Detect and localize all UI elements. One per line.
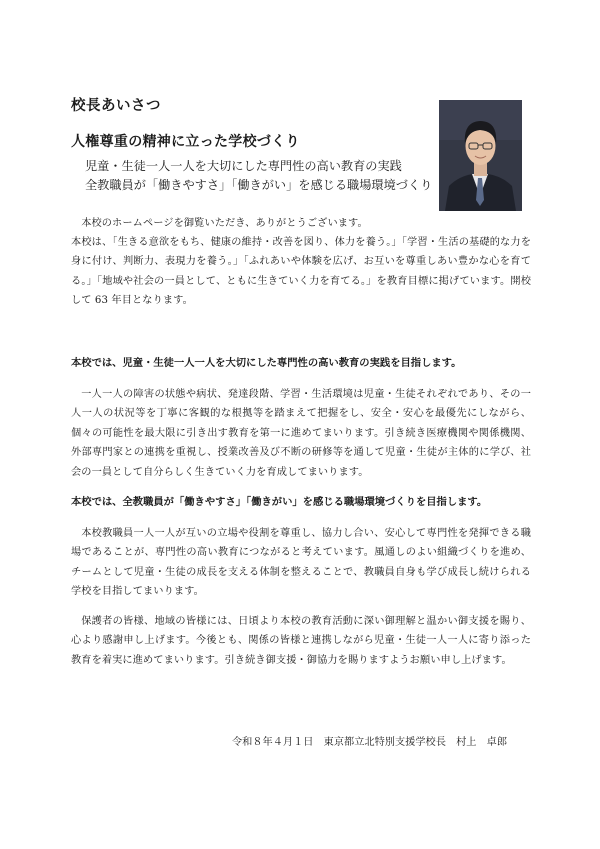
section2-body: 本校教職員一人一人が互いの立場や役割を尊重し、協力し合い、安心して専門性を発揮できる職場であることが、専門性の高い教育につながると考えています。風通しのよい組織づくりを進め、チームとして児童・生徒の成長を支える体制を整えることで、教職員自身も学び成長し続けられる学校を目指してまいります。 xyxy=(71,528,531,598)
intro-paragraph: 本校のホームページを御覧いただき、ありがとうございます。 xyxy=(81,218,368,229)
closing-paragraph: 保護者の皆様、地域の皆様には、日頃より本校の教育活動に深い御理解と温かい御支援を賜り、心より感謝申し上げます。今後とも、関係の皆様と連携しながら児童・生徒一人一人に寄り添った教育を着実に進めてまいります。引き続き御支援・御協力を賜りますようお願い申し上げます。 xyxy=(71,616,531,666)
principal-photo xyxy=(439,100,522,211)
section1-body: 一人一人の障害の状態や病状、発達段階、学習・生活環境は児童・生徒それぞれであり、その一人一人の状況等を丁寧に客観的な根拠等を踏まえて把握をし、安全・安心を最優先にしながら、個々の可能性を最大限に引き出す教育を第一に進めてまいります。引き続き医療機関や関係機関、外部専門家との連携を重視し、授業改善及び不断の研修等を通して児童・生徒が主体的に学び、社会の一員として自分らしく生きていく力を育成してまいります。 xyxy=(71,389,531,478)
motto-line: 全教職員が「働きやすさ」「働きがい」を感じる職場環境づくり xyxy=(85,178,433,192)
section2-title: 本校では、全教職員が「働きやすさ」「働きがい」を感じる職場環境づくりを目指します。 xyxy=(71,496,488,508)
subheading: 人権尊重の精神に立った学校づくり xyxy=(71,134,300,150)
principal-portrait-image xyxy=(439,100,522,211)
motto-line: 児童・生徒一人一人を大切にした専門性の高い教育の実践 xyxy=(85,159,402,173)
motto-block xyxy=(85,157,435,195)
page-title: 校長あいさつ xyxy=(71,98,161,114)
goals-paragraph: 本校は、「生きる意欲をもち、健康の維持・改善を図り、体力を養う。」「学習・生活の基礎的な力を身に付け、判断力、表現力を養う。」「ふれあいや体験を広げ、お互いを尊重しあい豊かな心を育てる。」「地域や社会の一員として、ともに生きていく力を育てる。」を教育目標に掲げています。開校して 63 年目となります。 xyxy=(71,237,531,307)
signature-line: 令和８年４月１日 東京都立北特別支援学校長 村上 卓郎 xyxy=(232,737,508,748)
section1-title: 本校では、児童・生徒一人一人を大切にした専門性の高い教育の実践を目指します。 xyxy=(71,357,462,369)
